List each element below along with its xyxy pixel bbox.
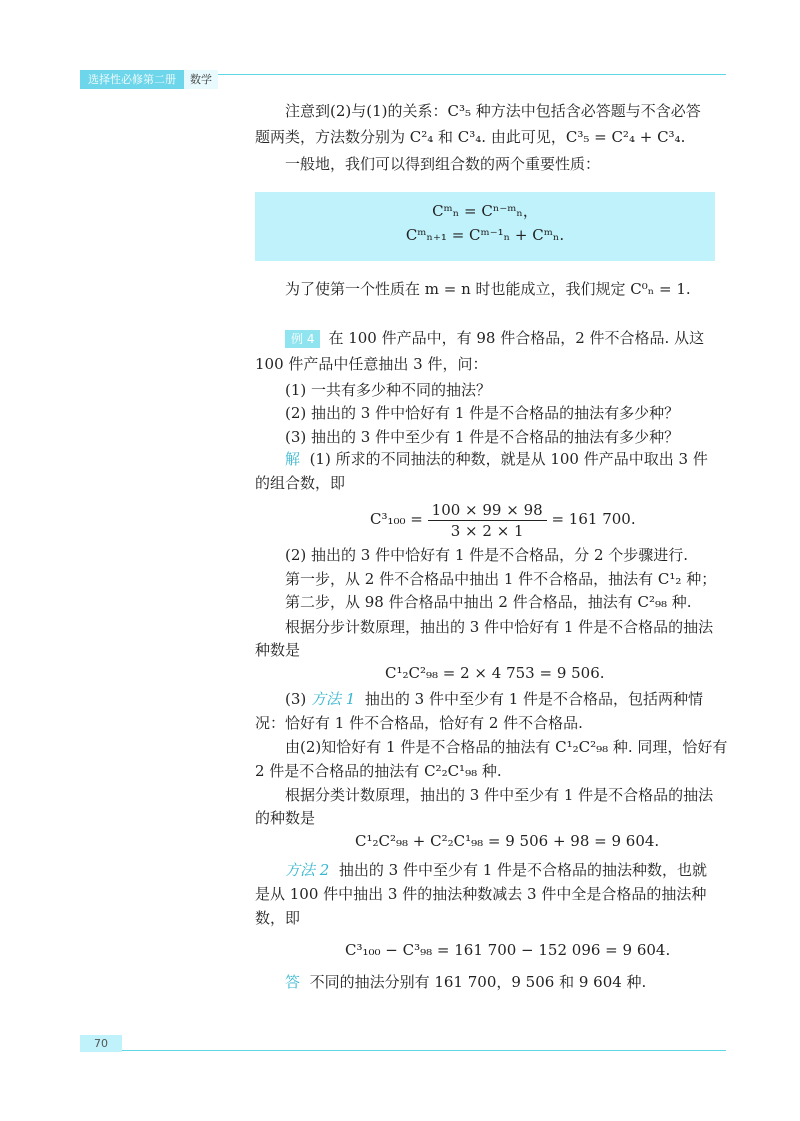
method-2-text-1: 抽出的 3 件中至少有 1 件是不合格品的抽法种数，也就 xyxy=(338,861,708,879)
eq1-numerator: 100 × 99 × 98 xyxy=(428,500,547,521)
equation-4: C³₁₀₀ − C³₉₈ = 161 700 − 152 096 = 9 604. xyxy=(345,941,671,959)
solution-line-1 xyxy=(285,446,708,472)
eq1-rhs: = 161 700. xyxy=(551,510,636,528)
example-label: 例 4 xyxy=(285,330,320,348)
property-1: Cᵐₙ = Cⁿ⁻ᵐₙ， xyxy=(432,202,538,220)
solution-line-3e: 根据分类计数原理，抽出的 3 件中至少有 1 件是不合格品的抽法 xyxy=(285,786,714,804)
solution-line-2d: 根据分步计数原理，抽出的 3 件中恰好有 1 件是不合格品的抽法 xyxy=(285,618,714,636)
solution-line-3a xyxy=(285,686,703,712)
eq1-lhs: C³₁₀₀ = xyxy=(370,510,423,528)
footer-rule xyxy=(80,1050,726,1051)
property-2: Cᵐₙ₊₁ = Cᵐ⁻¹ₙ + Cᵐₙ. xyxy=(405,226,565,244)
method-2-label: 方法 2 xyxy=(285,861,330,879)
question-2: (2) 抽出的 3 件中恰好有 1 件是不合格品的抽法有多少种？ xyxy=(285,404,680,422)
intro-line-2: 题两类，方法数分别为 C²₄ 和 C³₄. 由此可见，C³₅ = C²₄ + C³₄. xyxy=(255,128,686,146)
part3-text: 抽出的 3 件中至少有 1 件是不合格品，包括两种情 xyxy=(364,690,704,708)
solution-line-3b: 况：恰好有 1 件不合格品，恰好有 2 件不合格品. xyxy=(255,714,583,732)
solution-line-3d: 2 件是不合格品的抽法有 C²₂C¹₉₈ 种. xyxy=(255,762,502,780)
part3-prefix: (3) xyxy=(285,690,312,708)
example-text-1: 在 100 件产品中，有 98 件合格品，2 件不合格品. 从这 xyxy=(328,329,705,347)
page-number: 70 xyxy=(80,1035,122,1052)
header-tag xyxy=(80,69,218,89)
example-line-1 xyxy=(285,325,704,351)
equation-3: C¹₂C²₉₈ + C²₂C¹₉₈ = 9 506 + 98 = 9 604. xyxy=(355,832,660,850)
solution-text-1a: (1) 所求的不同抽法的种数，就是从 100 件产品中取出 3 件 xyxy=(309,450,708,468)
method-2-line-1 xyxy=(285,857,707,883)
example-line-2: 100 件产品中任意抽出 3 件，问： xyxy=(255,355,488,373)
question-3: (3) 抽出的 3 件中至少有 1 件是不合格品的抽法有多少种？ xyxy=(285,428,680,446)
solution-line-2a: (2) 抽出的 3 件中恰好有 1 件是不合格品，分 2 个步骤进行. xyxy=(285,546,689,564)
equation-2: C¹₂C²₉₈ = 2 × 4 753 = 9 506. xyxy=(385,664,605,682)
subject-label: 数学 xyxy=(184,70,218,89)
answer-line xyxy=(285,969,646,995)
convention-text: 为了使第一个性质在 m = n 时也能成立，我们规定 C⁰ₙ = 1. xyxy=(285,280,691,298)
solution-label: 解 xyxy=(285,450,301,468)
solution-line-2e: 种数是 xyxy=(255,641,301,659)
properties-box xyxy=(255,192,715,261)
equation-1 xyxy=(370,497,636,541)
method-2-line-3: 数，即 xyxy=(255,909,301,927)
eq1-denominator: 3 × 2 × 1 xyxy=(450,521,524,540)
solution-line-3f: 的种数是 xyxy=(255,809,316,827)
intro-line-3: 一般地，我们可以得到组合数的两个重要性质： xyxy=(285,155,601,173)
book-title: 选择性必修第二册 xyxy=(80,70,184,89)
intro-line-1: 注意到(2)与(1)的关系：C³₅ 种方法中包括含必答题与不含必答 xyxy=(285,102,701,120)
solution-line-1b: 的组合数，即 xyxy=(255,474,346,492)
method-1-label: 方法 1 xyxy=(311,690,356,708)
eq1-fraction xyxy=(428,500,547,541)
answer-text: 不同的抽法分别有 161 700，9 506 和 9 604 种. xyxy=(309,973,647,991)
answer-label: 答 xyxy=(285,973,301,991)
solution-line-2c: 第二步，从 98 件合格品中抽出 2 件合格品，抽法有 C²₉₈ 种. xyxy=(285,593,692,611)
solution-line-3c: 由(2)知恰好有 1 件是不合格品的抽法有 C¹₂C²₉₈ 种. 同理，恰好有 xyxy=(285,738,728,756)
solution-line-2b: 第一步，从 2 件不合格品中抽出 1 件不合格品，抽法有 C¹₂ 种； xyxy=(285,570,717,588)
method-2-line-2: 是从 100 件中抽出 3 件的抽法种数减去 3 件中全是合格品的抽法种 xyxy=(255,885,707,903)
question-1: (1) 一共有多少种不同的抽法？ xyxy=(285,381,492,399)
